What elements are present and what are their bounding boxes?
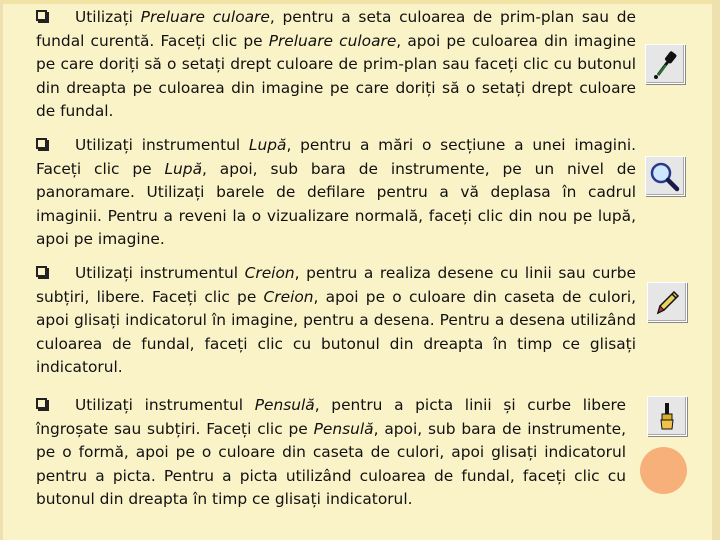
tool-name: Pensulă: [313, 419, 374, 438]
bullet-checkbox-icon: [36, 138, 47, 149]
slide-left-border: [0, 0, 3, 540]
eyedropper-tool-button: [645, 44, 685, 84]
slide-top-border: [0, 0, 720, 4]
tool-name: Preluare culoare: [268, 31, 397, 50]
magnifier-icon: [646, 157, 684, 195]
tool-name: Preluare culoare: [140, 8, 270, 26]
bullet-checkbox-icon: [36, 266, 47, 277]
pencil-icon: [648, 283, 686, 321]
tool-name: Pensulă: [254, 396, 315, 414]
tool-name: Lupă: [164, 159, 202, 178]
bullet-checkbox-icon: [36, 10, 47, 21]
decorative-orange-circle: [640, 447, 687, 494]
eyedropper-icon: [646, 45, 684, 83]
tool-name: Creion: [244, 264, 295, 282]
paragraph-color-picker: Utilizați Preluare culoare, pentru a seta culoarea de prim-plan sau de fundal curentă. Faceți clic pe Preluare culoare, apoi pe culoarea din imagine pe care doriți să o setați drept culoare de prim-plan sau faceți clic cu butonul din dreapta pe culoarea din imagine pe care doriți să o setați drept culoare de fundal.: [36, 8, 636, 120]
slide-right-border: [712, 0, 720, 540]
paragraph-brush: Utilizați instrumentul Pensulă, pentru a picta linii și curbe libere îngroșate sau subțiri. Faceți clic pe Pensulă, apoi, sub bara de instrumente, pe o formă, apoi pe o culoare din caseta de culori, apoi glisați indicatorul pentru a picta. Pentru a picta utilizând culoarea de fundal, faceți clic cu butonul din dreapta în timp ce glisați indicatorul.: [36, 396, 627, 508]
tool-name: Lupă: [248, 136, 287, 154]
tool-name: Creion: [263, 287, 314, 306]
magnifier-tool-button: [645, 156, 685, 196]
brush-icon: [648, 397, 686, 435]
bullet-checkbox-icon: [36, 398, 47, 409]
paragraph-pencil: Utilizați instrumentul Creion, pentru a realiza desene cu linii sau curbe subțiri, libere. Faceți clic pe Creion, apoi pe o culoare din caseta de culori, apoi glisați indicatorul în imagine, pentru a desena. Pentru a desena utilizând culoarea de fundal, faceți clic cu butonul din dreapta în timp ce glisați indicatorul.: [36, 264, 636, 376]
pencil-tool-button: [647, 282, 687, 322]
paragraph-magnifier: Utilizați instrumentul Lupă, pentru a mări o secțiune a unei imagini. Faceți clic pe Lupă, apoi, sub bara de instrumente, pe un nivel de panoramare. Utilizați barele de defilare pentru a vă deplasa în cadrul imaginii. Pentru a reveni la o vizualizare normală, faceți clic din nou pe lupă, apoi pe imagine.: [36, 136, 636, 248]
brush-tool-button: [647, 396, 687, 436]
